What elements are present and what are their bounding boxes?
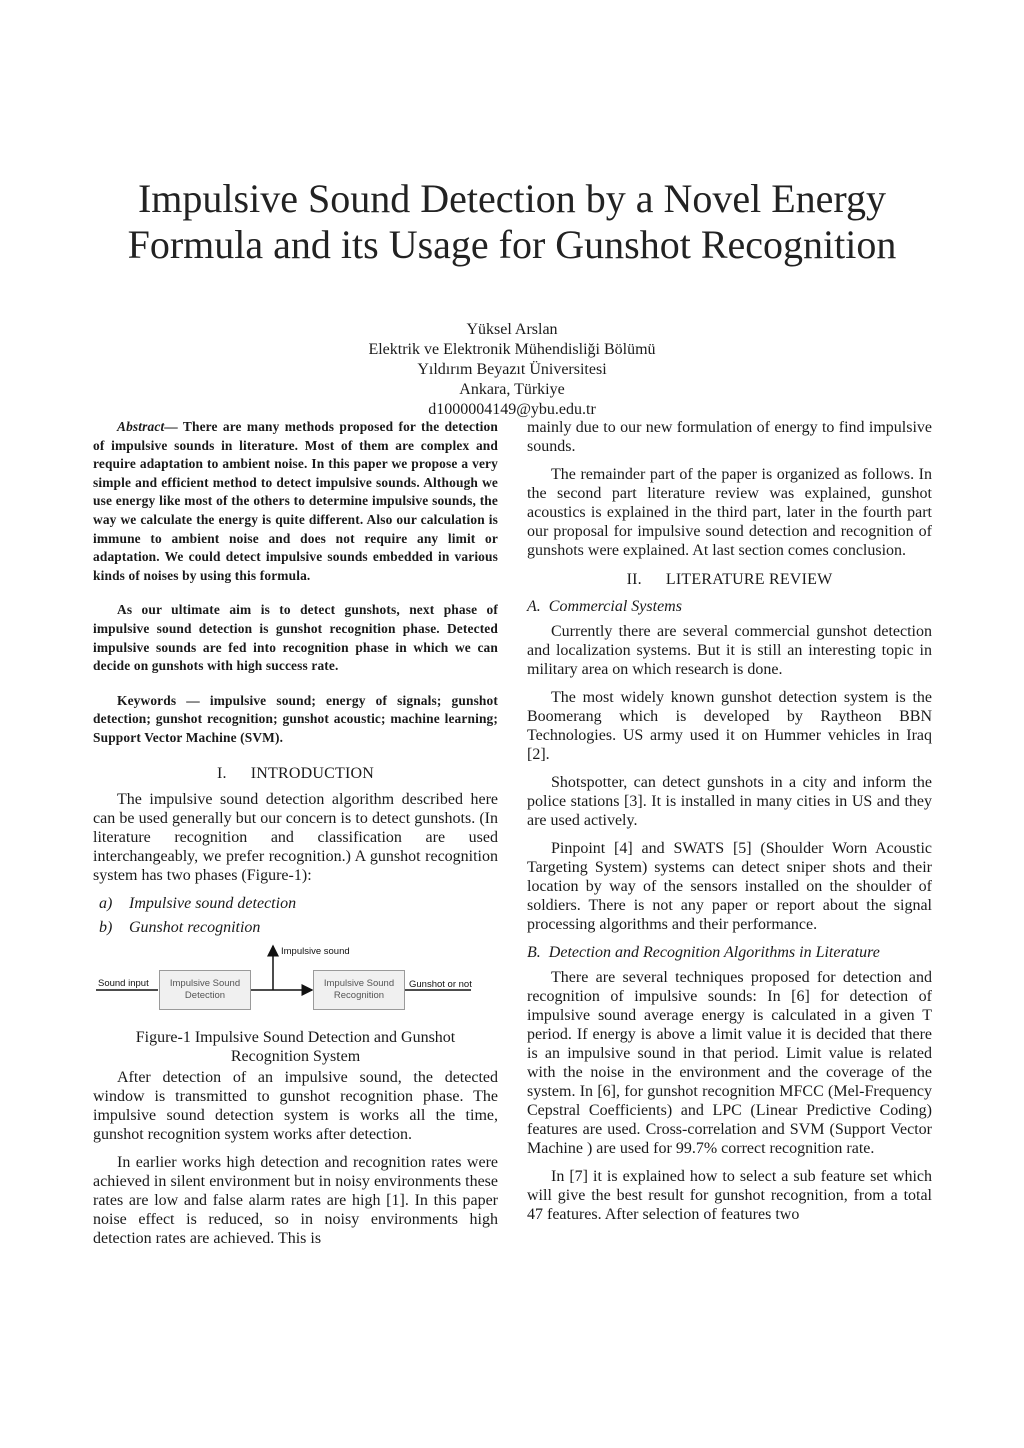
subsection-title: Commercial Systems — [548, 598, 682, 615]
recognition-box: Impulsive Sound Recognition — [313, 970, 405, 1010]
figure-1-diagram — [93, 942, 498, 1022]
author-email: d1000004149@ybu.edu.tr — [428, 401, 596, 418]
detection-box: Impulsive Sound Detection — [159, 970, 251, 1010]
list-item — [99, 894, 498, 913]
right-column — [527, 418, 932, 1233]
phase-list — [93, 894, 498, 937]
list-item-label: a) — [99, 894, 113, 912]
subsection-heading-algorithms — [527, 943, 932, 962]
section-heading-literature-review — [527, 570, 932, 589]
subsection-label: B. — [527, 944, 541, 961]
paper-title — [60, 176, 964, 268]
abstract — [93, 418, 498, 748]
intro-paragraph-3-continued: mainly due to our new formulation of energy to find impulsive sounds. — [527, 419, 932, 455]
subsection-label: A. — [527, 598, 541, 615]
gunshot-or-not-label: Gunshot or not — [409, 978, 472, 990]
subsection-title: Detection and Recognition Algorithms in Literature — [548, 944, 880, 961]
figure-caption — [93, 1028, 498, 1066]
section-number: I. — [216, 764, 227, 782]
title-line-1: Impulsive Sound Detection by a Novel Energy — [137, 176, 886, 221]
subsection-heading-commercial — [527, 597, 932, 616]
caption-line-1: Figure-1 Impulsive Sound Detection and Gunshot — [135, 1028, 456, 1046]
impulsive-sound-label: Impulsive sound — [281, 945, 350, 957]
caption-line-2: Recognition System — [230, 1047, 361, 1065]
list-item-text: Gunshot recognition — [129, 918, 261, 936]
author-university: Yıldırım Beyazıt Üniversitesi — [417, 361, 607, 378]
section-heading-introduction — [93, 764, 498, 783]
commercial-paragraph-3: Shotspotter, can detect gunshots in a city and inform the police stations [3]. It is installed in many cities in US and they are used actively. — [527, 774, 932, 829]
list-item-text: Impulsive sound detection — [129, 894, 297, 912]
organization-paragraph: The remainder part of the paper is organized as follows. In the second part literature review was explained, gunshot acoustics is explained in the third part, later in the fourth part our proposal for impulsive sound detection and recognition of gunshots were explained. At last section comes conclusion. — [527, 466, 932, 559]
section-number: II. — [626, 571, 642, 588]
list-item-label: b) — [99, 918, 113, 936]
abstract-text-1: There are many methods proposed for the detection of impulsive sounds in literature. Most of them are complex and require adaptation to ambient noise. In this paper we propose a very simple and efficient method to detect impulsive sounds. Although we use energy like most of the others to determine impulsive sounds, the way we calculate the energy is quite different. Also our calculation is immune to ambient noise and does not require any limit or adaptation. We could detect impulsive sounds embedded in various kinds of noises by using this formula. — [93, 419, 498, 583]
abstract-lead: Abstract— — [117, 419, 178, 434]
commercial-paragraph-1: Currently there are several commercial gunshot detection and localization systems. But it is still an interesting topic in military area on which research is done. — [527, 623, 932, 678]
algorithms-paragraph-1: There are several techniques proposed for detection and recognition of impulsive sounds: In [6] for detection of impulsive sound average energy is calculated in a given T period. If energy is above a limit value it is decided that there is an impulsive sound in that period. Limit value is related with the noise in the environment and the coverage of the system. In [6], for gunshot recognition MFCC (Mel-Frequency Cepstral Coefficients) and LPC (Linear Predictive Coding) features are used. Cross-correlation and SVM (Support Vector Machine ) are used for 99.7% correct recognition rate. — [527, 969, 932, 1157]
commercial-paragraph-2: The most widely known gunshot detection system is the Boomerang which is developed by Raytheon BBN Technologies. US army used it on Hummer vehicles in Iraq [2]. — [527, 689, 932, 763]
algorithms-paragraph-2: In [7] it is explained how to select a sub feature set which will give the best result for gunshot recognition, from a total 47 features. After selection of features two — [527, 1168, 932, 1223]
commercial-paragraph-4: Pinpoint [4] and SWATS [5] (Shoulder Worn Acoustic Targeting System) systems can detect sniper shots and their location by way of the sensors installed on the shoulder of soldiers. There is not any paper or report about the signal processing algorithms and their performance. — [527, 840, 932, 933]
list-item — [99, 918, 498, 937]
title-line-2: Formula and its Usage for Gunshot Recognition — [127, 222, 897, 267]
intro-paragraph-2: After detection of an impulsive sound, the detected window is transmitted to gunshot recognition phase. The impulsive sound detection system is works all the time, gunshot recognition system works after detection. — [93, 1068, 498, 1143]
author-department: Elektrik ve Elektronik Mühendisliği Bölümü — [368, 341, 656, 358]
author-name: Yüksel Arslan — [466, 321, 558, 338]
keywords: Keywords — impulsive sound; energy of signals; gunshot detection; gunshot recognition; gunshot acoustic; machine learning; Support Vector Machine (SVM). — [93, 692, 498, 745]
left-column — [93, 418, 498, 1257]
author-block — [262, 320, 762, 420]
abstract-paragraph-1 — [93, 418, 498, 585]
sound-input-label: Sound input — [98, 977, 149, 989]
intro-paragraph-1: The impulsive sound detection algorithm described here can be used generally but our concern is to detect gunshots. (In literature recognition and classification are used interchangeably, we prefer recognition.) A gunshot recognition system has two phases (Figure-1): — [93, 790, 498, 884]
author-location: Ankara, Türkiye — [459, 381, 565, 398]
intro-paragraph-3: In earlier works high detection and recognition rates were achieved in silent environment but in noisy environments these rates are low and false alarm rates are high [1]. In this paper noise effect is reduced, so in noisy environments high detection rates are achieved. This is — [93, 1153, 498, 1247]
section-title: INTRODUCTION — [250, 764, 374, 782]
abstract-paragraph-2: As our ultimate aim is to detect gunshots, next phase of impulsive sound detection is gunshot recognition phase. Detected impulsive sounds are fed into recognition phase in which we can decide on gunshots with high success rate. — [93, 602, 498, 674]
section-title: LITERATURE REVIEW — [665, 571, 833, 588]
